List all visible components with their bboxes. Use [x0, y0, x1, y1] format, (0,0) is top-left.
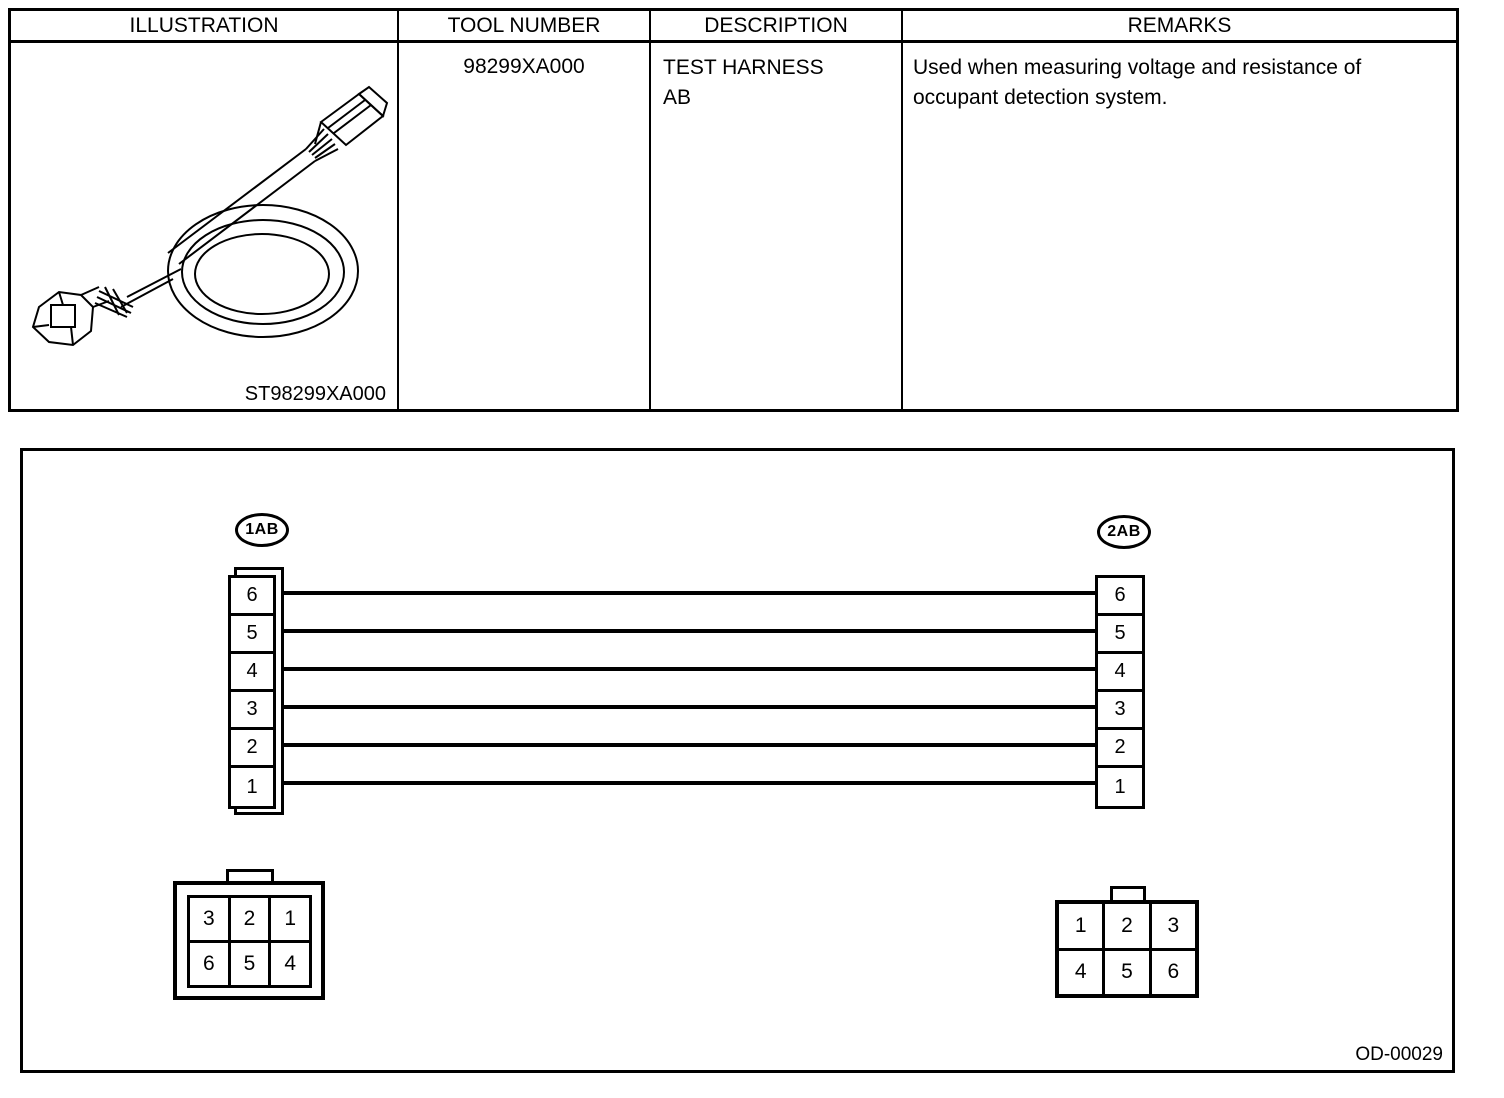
left-face-pin-grid [187, 895, 312, 988]
harness-wire [283, 781, 1095, 785]
tool-remarks-line: Used when measuring voltage and resistance of [913, 56, 1362, 79]
left-connector-face-view [173, 881, 325, 1000]
face-pin: 5 [231, 943, 269, 985]
harness-wire [283, 667, 1095, 671]
right-face-pin-grid [1059, 904, 1195, 994]
tool-remarks [913, 53, 1361, 113]
left-pin: 5 [231, 616, 273, 654]
face-pin: 2 [1105, 904, 1148, 948]
right-pin: 5 [1098, 616, 1142, 654]
face-pin: 1 [1059, 904, 1102, 948]
column-header-description: DESCRIPTION [704, 14, 848, 37]
face-pin: 3 [190, 898, 228, 940]
face-pin: 3 [1152, 904, 1195, 948]
test-harness-illustration [15, 45, 395, 375]
tool-number-value: 98299XA000 [463, 55, 585, 78]
right-pin: 4 [1098, 654, 1142, 692]
column-header-tool-number: TOOL NUMBER [447, 14, 601, 37]
harness-wire [283, 705, 1095, 709]
harness-wire [283, 743, 1095, 747]
harness-wire [283, 629, 1095, 633]
left-pin: 3 [231, 692, 273, 730]
face-pin: 4 [1059, 951, 1102, 995]
tool-description-line: TEST HARNESS [663, 56, 824, 79]
right-pin: 6 [1098, 578, 1142, 616]
face-pin: 6 [190, 943, 228, 985]
special-tool-table [8, 8, 1459, 412]
tool-remarks-line: occupant detection system. [913, 86, 1168, 109]
face-pin: 4 [271, 943, 309, 985]
face-pin: 2 [231, 898, 269, 940]
column-header-illustration: ILLUSTRATION [129, 14, 279, 37]
tool-description-line: AB [663, 86, 692, 109]
left-pin: 2 [231, 730, 273, 768]
left-pin: 1 [246, 775, 258, 798]
table-column-divider [901, 11, 903, 409]
left-pin: 6 [231, 578, 273, 616]
figure-code: OD-00029 [1355, 1044, 1443, 1065]
right-pin: 3 [1098, 692, 1142, 730]
connector-wiring-diagram [20, 448, 1455, 1073]
face-pin: 5 [1105, 951, 1148, 995]
left-pin: 4 [231, 654, 273, 692]
right-pin: 1 [1114, 775, 1126, 798]
harness-wire [283, 591, 1095, 595]
column-header-remarks: REMARKS [1127, 14, 1232, 37]
illustration-caption: ST98299XA000 [244, 383, 386, 405]
connector-badge-1ab: 1AB [235, 513, 289, 547]
right-pin: 2 [1098, 730, 1142, 768]
left-connector-pin-block [228, 575, 276, 809]
face-pin: 1 [271, 898, 309, 940]
table-column-divider [649, 11, 651, 409]
connector-badge-2ab: 2AB [1097, 515, 1151, 549]
tool-description [663, 53, 824, 113]
table-header-divider [11, 40, 1456, 43]
right-connector-pin-block [1095, 575, 1145, 809]
face-pin: 6 [1152, 951, 1195, 995]
right-connector-face-view [1055, 900, 1199, 998]
